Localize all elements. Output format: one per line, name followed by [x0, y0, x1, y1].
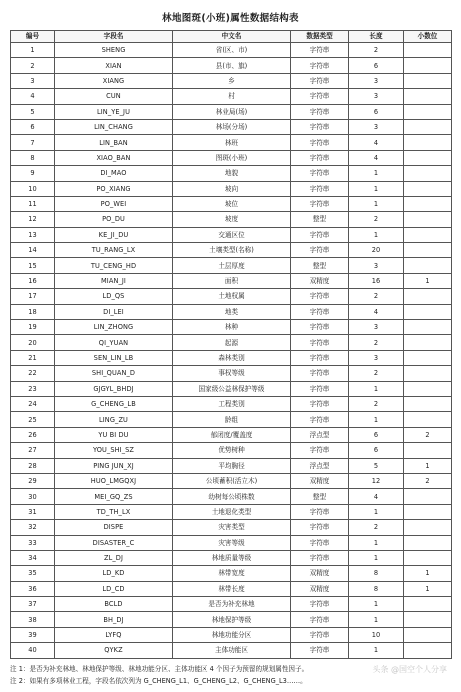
table-row	[11, 381, 452, 396]
cell-chinese-name: 主体功能区	[173, 643, 291, 658]
cell-decimals: 1	[404, 458, 452, 473]
table-row	[11, 273, 452, 288]
cell-field-name: LIN_YE_JU	[55, 104, 173, 119]
cell-field-name: TU_CENG_HD	[55, 258, 173, 273]
cell-length: 2	[349, 335, 404, 350]
cell-length: 2	[349, 43, 404, 58]
cell-data-type: 字符串	[291, 381, 349, 396]
cell-data-type: 字符串	[291, 119, 349, 134]
cell-no: 36	[11, 581, 55, 596]
cell-decimals: 2	[404, 427, 452, 442]
cell-length: 5	[349, 458, 404, 473]
cell-field-name: TD_TH_LX	[55, 504, 173, 519]
cell-field-name: SHI_QUAN_D	[55, 366, 173, 381]
cell-length: 1	[349, 381, 404, 396]
cell-field-name: YU BI DU	[55, 427, 173, 442]
cell-length: 4	[349, 489, 404, 504]
cell-no: 32	[11, 520, 55, 535]
cell-field-name: XIAN	[55, 58, 173, 73]
cell-no: 13	[11, 227, 55, 242]
cell-chinese-name: 灾害等级	[173, 535, 291, 550]
cell-field-name: BCLD	[55, 597, 173, 612]
cell-decimals: 1	[404, 273, 452, 288]
cell-data-type: 字符串	[291, 612, 349, 627]
cell-chinese-name: 林班	[173, 135, 291, 150]
cell-no: 23	[11, 381, 55, 396]
cell-decimals	[404, 612, 452, 627]
cell-decimals	[404, 627, 452, 642]
cell-chinese-name: 林场(分场)	[173, 119, 291, 134]
table-row	[11, 412, 452, 427]
cell-data-type: 字符串	[291, 181, 349, 196]
cell-no: 17	[11, 289, 55, 304]
cell-chinese-name: 灾害类型	[173, 520, 291, 535]
cell-data-type: 字符串	[291, 196, 349, 211]
cell-decimals	[404, 335, 452, 350]
table-row	[11, 243, 452, 258]
cell-field-name: KE_JI_DU	[55, 227, 173, 242]
cell-chinese-name: 是否为补充林地	[173, 597, 291, 612]
table-row	[11, 535, 452, 550]
table-row	[11, 166, 452, 181]
cell-field-name: HUO_LMGQXJ	[55, 473, 173, 488]
cell-no: 9	[11, 166, 55, 181]
cell-no: 20	[11, 335, 55, 350]
cell-chinese-name: 林种	[173, 320, 291, 335]
cell-no: 29	[11, 473, 55, 488]
header-data-type: 数据类型	[291, 31, 349, 43]
table-row	[11, 73, 452, 88]
cell-decimals	[404, 119, 452, 134]
cell-no: 33	[11, 535, 55, 550]
header-decimals: 小数位	[404, 31, 452, 43]
cell-field-name: TU_RANG_LX	[55, 243, 173, 258]
table-row	[11, 443, 452, 458]
cell-chinese-name: 林地保护等级	[173, 612, 291, 627]
cell-decimals	[404, 643, 452, 658]
cell-length: 6	[349, 443, 404, 458]
cell-decimals	[404, 73, 452, 88]
cell-length: 2	[349, 396, 404, 411]
cell-chinese-name: 幼树每公顷株数	[173, 489, 291, 504]
cell-no: 39	[11, 627, 55, 642]
cell-no: 25	[11, 412, 55, 427]
cell-chinese-name: 郁闭度/覆盖度	[173, 427, 291, 442]
cell-field-name: LIN_BAN	[55, 135, 173, 150]
cell-chinese-name: 地貌	[173, 166, 291, 181]
table-row	[11, 320, 452, 335]
cell-data-type: 字符串	[291, 443, 349, 458]
cell-field-name: LYFQ	[55, 627, 173, 642]
cell-field-name: LD_CD	[55, 581, 173, 596]
cell-data-type: 字符串	[291, 304, 349, 319]
cell-data-type: 字符串	[291, 504, 349, 519]
cell-decimals	[404, 489, 452, 504]
cell-field-name: PING JUN_XJ	[55, 458, 173, 473]
cell-chinese-name: 平均胸径	[173, 458, 291, 473]
cell-length: 1	[349, 227, 404, 242]
cell-field-name: XIANG	[55, 73, 173, 88]
cell-no: 37	[11, 597, 55, 612]
table-row	[11, 135, 452, 150]
table-row	[11, 643, 452, 658]
cell-chinese-name: 森林类别	[173, 350, 291, 365]
table-body	[11, 43, 452, 659]
table-row	[11, 196, 452, 211]
cell-length: 2	[349, 520, 404, 535]
table-row	[11, 181, 452, 196]
cell-length: 10	[349, 627, 404, 642]
cell-field-name: PO_WEI	[55, 196, 173, 211]
cell-length: 1	[349, 412, 404, 427]
cell-length: 1	[349, 612, 404, 627]
table-row	[11, 581, 452, 596]
cell-data-type: 浮点型	[291, 458, 349, 473]
header-no: 编号	[11, 31, 55, 43]
cell-decimals	[404, 443, 452, 458]
table-row	[11, 104, 452, 119]
cell-field-name: MIAN_JI	[55, 273, 173, 288]
cell-length: 16	[349, 273, 404, 288]
cell-field-name: YOU_SHI_SZ	[55, 443, 173, 458]
cell-decimals	[404, 150, 452, 165]
cell-field-name: CUN	[55, 89, 173, 104]
cell-length: 6	[349, 58, 404, 73]
cell-field-name: DISASTER_C	[55, 535, 173, 550]
cell-chinese-name: 土层厚度	[173, 258, 291, 273]
cell-data-type: 字符串	[291, 350, 349, 365]
table-row	[11, 458, 452, 473]
cell-field-name: QYKZ	[55, 643, 173, 658]
cell-no: 2	[11, 58, 55, 73]
cell-length: 4	[349, 304, 404, 319]
cell-decimals	[404, 43, 452, 58]
cell-field-name: LD_KD	[55, 566, 173, 581]
cell-field-name: SHENG	[55, 43, 173, 58]
cell-field-name: LIN_CHANG	[55, 119, 173, 134]
watermark: 头条 @国空个人分享	[372, 665, 447, 674]
cell-length: 1	[349, 597, 404, 612]
cell-chinese-name: 土壤类型(名称)	[173, 243, 291, 258]
cell-no: 10	[11, 181, 55, 196]
cell-data-type: 双精度	[291, 273, 349, 288]
cell-chinese-name: 村	[173, 89, 291, 104]
cell-decimals	[404, 304, 452, 319]
cell-length: 1	[349, 166, 404, 181]
cell-field-name: PO_DU	[55, 212, 173, 227]
cell-data-type: 字符串	[291, 89, 349, 104]
cell-chinese-name: 工程类别	[173, 396, 291, 411]
table-row	[11, 58, 452, 73]
cell-no: 8	[11, 150, 55, 165]
cell-decimals	[404, 350, 452, 365]
cell-no: 4	[11, 89, 55, 104]
cell-field-name: LING_ZU	[55, 412, 173, 427]
cell-no: 5	[11, 104, 55, 119]
cell-length: 3	[349, 119, 404, 134]
cell-length: 1	[349, 643, 404, 658]
cell-chinese-name: 乡	[173, 73, 291, 88]
cell-decimals	[404, 504, 452, 519]
cell-decimals: 1	[404, 581, 452, 596]
cell-length: 3	[349, 350, 404, 365]
cell-decimals	[404, 366, 452, 381]
table-row	[11, 212, 452, 227]
cell-data-type: 字符串	[291, 396, 349, 411]
cell-chinese-name: 图斑(小班)	[173, 150, 291, 165]
cell-chinese-name: 起源	[173, 335, 291, 350]
cell-chinese-name: 林业局(场)	[173, 104, 291, 119]
cell-field-name: PO_XIANG	[55, 181, 173, 196]
cell-data-type: 字符串	[291, 73, 349, 88]
cell-length: 1	[349, 504, 404, 519]
table-row	[11, 43, 452, 58]
cell-no: 18	[11, 304, 55, 319]
cell-chinese-name: 国家级公益林保护等级	[173, 381, 291, 396]
cell-length: 6	[349, 427, 404, 442]
table-row	[11, 335, 452, 350]
cell-decimals	[404, 166, 452, 181]
cell-no: 14	[11, 243, 55, 258]
cell-length: 3	[349, 320, 404, 335]
cell-chinese-name: 林地质量等级	[173, 550, 291, 565]
cell-chinese-name: 林带宽度	[173, 566, 291, 581]
cell-no: 7	[11, 135, 55, 150]
cell-length: 6	[349, 104, 404, 119]
table-row	[11, 227, 452, 242]
cell-chinese-name: 面积	[173, 273, 291, 288]
cell-data-type: 字符串	[291, 166, 349, 181]
cell-length: 1	[349, 550, 404, 565]
cell-field-name: DI_LEI	[55, 304, 173, 319]
table-row	[11, 504, 452, 519]
cell-chinese-name: 林带长度	[173, 581, 291, 596]
cell-decimals	[404, 597, 452, 612]
cell-decimals: 2	[404, 473, 452, 488]
cell-no: 28	[11, 458, 55, 473]
cell-decimals	[404, 520, 452, 535]
cell-no: 24	[11, 396, 55, 411]
cell-data-type: 字符串	[291, 366, 349, 381]
cell-no: 35	[11, 566, 55, 581]
cell-length: 2	[349, 212, 404, 227]
table-row	[11, 119, 452, 134]
table-row	[11, 258, 452, 273]
cell-no: 16	[11, 273, 55, 288]
attribute-structure-table	[10, 30, 452, 659]
cell-no: 19	[11, 320, 55, 335]
cell-chinese-name: 公顷蓄积(活立木)	[173, 473, 291, 488]
cell-data-type: 字符串	[291, 520, 349, 535]
cell-no: 3	[11, 73, 55, 88]
cell-data-type: 字符串	[291, 243, 349, 258]
cell-data-type: 双精度	[291, 566, 349, 581]
cell-data-type: 字符串	[291, 150, 349, 165]
cell-decimals	[404, 550, 452, 565]
cell-length: 2	[349, 289, 404, 304]
cell-decimals	[404, 396, 452, 411]
cell-chinese-name: 省(区、市)	[173, 43, 291, 58]
cell-decimals	[404, 535, 452, 550]
table-header-row	[11, 31, 452, 43]
cell-length: 20	[349, 243, 404, 258]
cell-length: 4	[349, 135, 404, 150]
cell-chinese-name: 坡度	[173, 212, 291, 227]
cell-length: 1	[349, 196, 404, 211]
table-row	[11, 366, 452, 381]
cell-no: 6	[11, 119, 55, 134]
cell-data-type: 字符串	[291, 43, 349, 58]
cell-length: 3	[349, 89, 404, 104]
cell-field-name: DI_MAO	[55, 166, 173, 181]
table-row	[11, 350, 452, 365]
cell-data-type: 双精度	[291, 581, 349, 596]
header-field-name: 字段名	[55, 31, 173, 43]
cell-field-name: GJGYL_BHDJ	[55, 381, 173, 396]
cell-data-type: 字符串	[291, 627, 349, 642]
cell-no: 30	[11, 489, 55, 504]
cell-chinese-name: 林地功能分区	[173, 627, 291, 642]
cell-data-type: 双精度	[291, 473, 349, 488]
cell-length: 3	[349, 73, 404, 88]
cell-decimals	[404, 181, 452, 196]
header-chinese-name: 中文名	[173, 31, 291, 43]
header-length: 长度	[349, 31, 404, 43]
cell-no: 1	[11, 43, 55, 58]
cell-data-type: 字符串	[291, 535, 349, 550]
cell-chinese-name: 地类	[173, 304, 291, 319]
cell-no: 22	[11, 366, 55, 381]
cell-chinese-name: 优势树种	[173, 443, 291, 458]
table-title: 林地图斑(小班)属性数据结构表	[162, 13, 299, 24]
cell-chinese-name: 土地退化类型	[173, 504, 291, 519]
cell-decimals	[404, 104, 452, 119]
cell-decimals	[404, 412, 452, 427]
cell-data-type: 字符串	[291, 227, 349, 242]
cell-decimals	[404, 243, 452, 258]
cell-decimals	[404, 212, 452, 227]
cell-length: 2	[349, 366, 404, 381]
cell-data-type: 字符串	[291, 135, 349, 150]
cell-data-type: 字符串	[291, 550, 349, 565]
table-row	[11, 304, 452, 319]
cell-field-name: BH_DJ	[55, 612, 173, 627]
table-row	[11, 612, 452, 627]
cell-no: 40	[11, 643, 55, 658]
cell-field-name: DISPE	[55, 520, 173, 535]
cell-decimals	[404, 58, 452, 73]
table-row	[11, 597, 452, 612]
cell-decimals: 1	[404, 566, 452, 581]
cell-chinese-name: 土地权属	[173, 289, 291, 304]
cell-length: 1	[349, 181, 404, 196]
cell-length: 4	[349, 150, 404, 165]
cell-field-name: G_CHENG_LB	[55, 396, 173, 411]
cell-decimals	[404, 196, 452, 211]
cell-length: 8	[349, 581, 404, 596]
cell-decimals	[404, 289, 452, 304]
cell-no: 11	[11, 196, 55, 211]
table-row	[11, 150, 452, 165]
cell-decimals	[404, 320, 452, 335]
cell-decimals	[404, 258, 452, 273]
cell-data-type: 字符串	[291, 58, 349, 73]
cell-field-name: XIAO_BAN	[55, 150, 173, 165]
table-row	[11, 627, 452, 642]
cell-chinese-name: 事权等级	[173, 366, 291, 381]
table-row	[11, 396, 452, 411]
cell-data-type: 字符串	[291, 335, 349, 350]
table-row	[11, 489, 452, 504]
cell-field-name: LIN_ZHONG	[55, 320, 173, 335]
cell-field-name: LD_QS	[55, 289, 173, 304]
cell-decimals	[404, 227, 452, 242]
cell-data-type: 字符串	[291, 104, 349, 119]
cell-field-name: MEI_GQ_ZS	[55, 489, 173, 504]
note-2: 注 2：如果有多项林业工程，字段名依次列为 G_CHENG_L1、G_CHENG_L2、G_CHENG_L3……。	[10, 677, 307, 685]
table-row	[11, 520, 452, 535]
cell-data-type: 字符串	[291, 643, 349, 658]
cell-data-type: 整型	[291, 258, 349, 273]
cell-data-type: 浮点型	[291, 427, 349, 442]
table-row	[11, 427, 452, 442]
cell-field-name: QI_YUAN	[55, 335, 173, 350]
cell-no: 31	[11, 504, 55, 519]
cell-chinese-name: 坡向	[173, 181, 291, 196]
cell-chinese-name: 龄组	[173, 412, 291, 427]
cell-decimals	[404, 381, 452, 396]
cell-data-type: 字符串	[291, 289, 349, 304]
table-row	[11, 89, 452, 104]
cell-length: 1	[349, 535, 404, 550]
cell-length: 8	[349, 566, 404, 581]
cell-data-type: 字符串	[291, 597, 349, 612]
cell-decimals	[404, 89, 452, 104]
cell-length: 3	[349, 258, 404, 273]
cell-data-type: 整型	[291, 489, 349, 504]
cell-no: 27	[11, 443, 55, 458]
table-row	[11, 566, 452, 581]
cell-no: 38	[11, 612, 55, 627]
cell-no: 26	[11, 427, 55, 442]
cell-field-name: ZL_DJ	[55, 550, 173, 565]
cell-decimals	[404, 135, 452, 150]
cell-no: 21	[11, 350, 55, 365]
table-row	[11, 289, 452, 304]
cell-no: 15	[11, 258, 55, 273]
cell-data-type: 整型	[291, 212, 349, 227]
cell-no: 12	[11, 212, 55, 227]
cell-data-type: 字符串	[291, 320, 349, 335]
cell-length: 12	[349, 473, 404, 488]
cell-chinese-name: 交通区位	[173, 227, 291, 242]
cell-chinese-name: 县(市、旗)	[173, 58, 291, 73]
cell-chinese-name: 坡位	[173, 196, 291, 211]
table-row	[11, 473, 452, 488]
cell-data-type: 字符串	[291, 412, 349, 427]
table-row	[11, 550, 452, 565]
note-1: 注 1：是否为补充林地、林地保护等级、林地功能分区、主体功能区 4 个因子为预留的规划属性因子。	[10, 665, 309, 673]
cell-no: 34	[11, 550, 55, 565]
cell-field-name: SEN_LIN_LB	[55, 350, 173, 365]
